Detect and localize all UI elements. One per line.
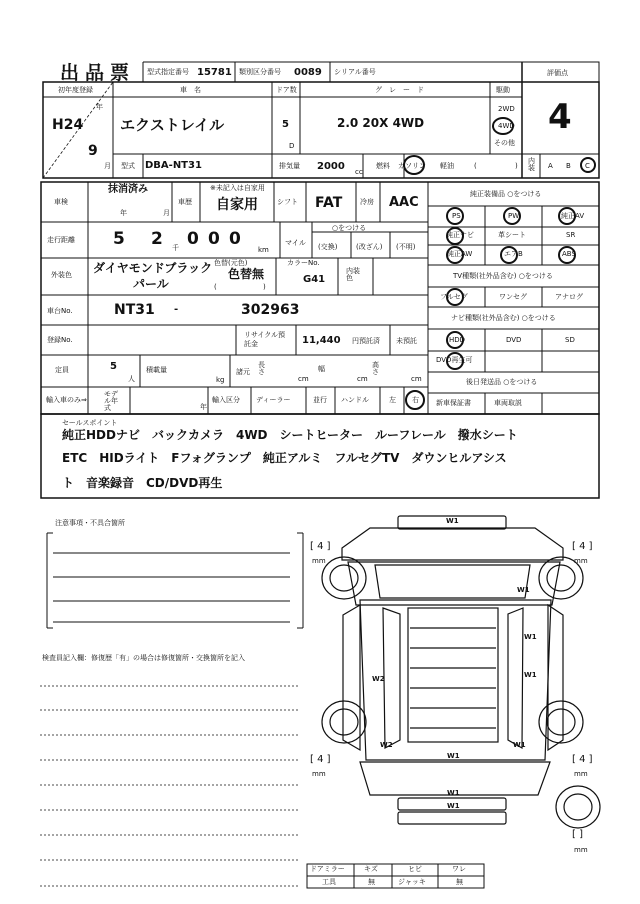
shaken-status: 抹消済み <box>108 184 148 195</box>
form-title: 出品票 <box>60 62 136 84</box>
interior-a: A <box>548 162 553 170</box>
interior-b: B <box>566 162 571 170</box>
parts-header: ヒビ <box>408 865 422 873</box>
grade: 2.0 20X 4WD <box>337 116 425 130</box>
sales-line-2: ETC HIDライト Fフォグランプ 純正アルミ フルセグTV ダウンヒルアシス <box>62 451 507 465</box>
serial-label: シリアル番号 <box>334 68 376 76</box>
navi-hdd: HDD <box>449 336 466 344</box>
color-line-2: パール <box>133 277 169 291</box>
equip-ps-circle <box>446 207 464 225</box>
height-cm: cm <box>411 375 422 383</box>
model-code: DBA-NT31 <box>145 160 202 171</box>
capacity: 5 <box>110 361 117 372</box>
maru-label: ○をつける <box>332 224 367 232</box>
mileage-digit: 0 <box>208 229 220 249</box>
parts-header: ワレ <box>452 865 466 873</box>
car-name-label: 車 名 <box>180 86 201 94</box>
color-line-1: ダイヤモンドブラック <box>93 261 213 275</box>
cc-label: 排気量 <box>279 162 300 170</box>
color-no: G41 <box>303 274 326 285</box>
person-unit: 人 <box>128 375 135 383</box>
capacity-label: 定員 <box>55 366 69 374</box>
later-warranty: 新車保証書 <box>436 399 471 407</box>
damage-mark: W1 <box>446 517 459 525</box>
equip-av-circle <box>558 207 576 225</box>
damage-mark: W1 <box>524 671 537 679</box>
chassis-prefix: NT31 <box>114 302 155 318</box>
dvd-playback: DVD再生可 <box>436 356 473 364</box>
equip-airbag-circle <box>500 246 518 264</box>
sales-label: セールスポイント <box>62 419 118 427</box>
notes-label: 注意事項・不具合箇所 <box>55 519 125 527</box>
fuel-diesel: 軽油 <box>440 162 454 170</box>
chassis-label: 車台No. <box>47 307 73 315</box>
fuel-label: 燃料 <box>376 162 390 170</box>
jack-label: ジャッキ <box>398 878 426 886</box>
shift-label: シフト <box>277 198 298 206</box>
tread-front-right: [ 4 ] <box>572 541 593 552</box>
damage-mark: W1 <box>524 633 537 641</box>
equip-av: 純正AV <box>561 212 585 220</box>
tread-front-left: [ 4 ] <box>310 541 331 552</box>
import-label: 輸入車のみ⇒ <box>46 396 87 404</box>
damage-mark: W1 <box>513 741 526 749</box>
navi-hdd-circle <box>446 331 464 349</box>
drive-4wd: 4WD <box>498 122 515 130</box>
chassis-number: 302963 <box>241 302 300 318</box>
mm-unit: mm <box>574 770 588 778</box>
cc-unit: cc <box>355 168 363 176</box>
history-note: ※未記入は自家用 <box>210 184 265 192</box>
recycle-unpaid: 未預託 <box>396 337 417 345</box>
tv-fullseg: フルセグ <box>440 293 468 301</box>
ac-value: AAC <box>389 195 419 210</box>
damage-mark: W2 <box>372 675 385 683</box>
damage-mark: W1 <box>447 802 460 810</box>
interior-c: C <box>585 162 590 170</box>
tread-rear-left: [ 4 ] <box>310 754 331 765</box>
handle-label: ハンドル <box>341 396 369 404</box>
equip-abs: ABS <box>562 250 576 258</box>
drive-4wd-circle <box>492 117 514 135</box>
dvd-playback-circle <box>446 352 464 370</box>
handle-right: 右 <box>412 396 419 404</box>
mm-unit: mm <box>574 846 588 854</box>
year-char: 年 <box>96 103 103 111</box>
door-count: 5 <box>282 119 289 130</box>
model-year-char: 年 <box>200 403 207 411</box>
drive-other: その他 <box>494 139 515 147</box>
first-reg-month: 9 <box>88 143 98 159</box>
import-type-label: 輸入区分 <box>212 396 240 404</box>
import-dealer: ディーラー <box>256 396 291 404</box>
fuel-paren-open: ( <box>474 162 477 170</box>
car-name: エクストレイル <box>120 116 225 134</box>
damage-mark: W1 <box>517 586 530 594</box>
inspector-label: 検査員記入欄：修復歴「有」の場合は修復箇所・交換箇所を記入 <box>42 654 245 662</box>
recycle-fee: 11,440 <box>302 335 341 346</box>
color-change-label: 色替(元色) <box>214 259 248 267</box>
first-reg-label: 初年度登録 <box>58 86 93 94</box>
length-label: 長さ <box>258 361 265 376</box>
door-sub: D <box>289 142 295 150</box>
navi-title: ナビ種類(社外品含む) ○をつける <box>451 314 556 322</box>
drive-label: 駆動 <box>496 86 510 94</box>
tv-title: TV種類(社外品含む) ○をつける <box>453 272 553 280</box>
tools-value: 無 <box>368 878 375 886</box>
sales-line-3: ト 音楽録音 CD/DVD再生 <box>62 476 223 490</box>
tv-analog: アナログ <box>555 293 583 301</box>
color-label: 外装色 <box>51 271 72 279</box>
load-label: 積載量 <box>146 366 167 374</box>
unknown-opt: (不明) <box>396 243 416 251</box>
chassis-dash: - <box>174 304 179 315</box>
color-paren-close: ) <box>263 283 266 291</box>
model-year-label: モデル年式 <box>104 390 118 412</box>
km-unit: km <box>258 246 269 254</box>
width-cm: cm <box>357 375 368 383</box>
shaken-year-char: 年 <box>120 209 127 217</box>
score-label: 評価点 <box>547 69 568 77</box>
equip-navi: 純正ナビ <box>446 231 474 239</box>
equip-pw: PW <box>508 212 520 220</box>
equip-navi-circle <box>446 227 464 245</box>
interior-color-label: 内装色 <box>346 267 360 282</box>
tread-rear-right: [ 4 ] <box>572 754 593 765</box>
fuel-gasoline-circle <box>403 155 425 175</box>
tread-spare: [ ] <box>572 829 583 840</box>
equip-pw-circle <box>503 207 521 225</box>
month-char: 月 <box>104 162 111 170</box>
altered-opt: (改ざん) <box>356 243 383 251</box>
reg-no-label: 登録No. <box>47 336 73 344</box>
fuel-paren-close: ) <box>515 162 518 170</box>
ac-label: 冷房 <box>360 198 374 206</box>
parts-header: キズ <box>364 865 378 873</box>
height-label: 高さ <box>372 361 379 376</box>
length-cm: cm <box>298 375 309 383</box>
first-reg-year: H24 <box>52 117 84 133</box>
mileage-digit: 2 <box>151 229 163 249</box>
dims-label: 諸元 <box>236 368 250 376</box>
interior-c-circle <box>580 157 596 173</box>
model-label: 型式 <box>121 162 135 170</box>
shaken-label: 車検 <box>54 198 68 206</box>
evaluation-score: 4 <box>548 97 572 137</box>
tools-label: 工具 <box>322 878 336 886</box>
mm-unit: mm <box>312 770 326 778</box>
mileage-digit: 5 <box>113 229 125 249</box>
interior-label: 内装 <box>528 157 535 172</box>
equip-aw: 純正AW <box>447 250 473 258</box>
history-value: 自家用 <box>216 197 258 213</box>
parts-header: ドアミラー <box>310 865 345 873</box>
width-label: 幅 <box>318 365 325 373</box>
history-label: 車歴 <box>178 198 192 206</box>
equip-airbag: エアB <box>504 250 523 258</box>
mm-unit: mm <box>312 557 326 565</box>
equip-abs-circle <box>558 246 576 264</box>
import-parallel: 並行 <box>313 396 327 404</box>
equip-ps: PS <box>452 212 461 220</box>
tv-oneseg: ワンセグ <box>499 293 527 301</box>
door-label: ドア数 <box>276 86 297 94</box>
grade-label: グ レ ー ド <box>375 86 424 94</box>
color-paren-open: ( <box>214 283 217 291</box>
mileage-digit: 0 <box>229 229 241 249</box>
handle-right-circle <box>405 390 425 410</box>
later-manual: 車両取説 <box>494 399 522 407</box>
equip-aw-circle <box>446 246 464 264</box>
color-change: 色替無 <box>228 267 265 281</box>
recycle-label: リサイクル預託金 <box>244 331 286 348</box>
navi-sd: SD <box>565 336 575 344</box>
katashiki-number: 15781 <box>197 67 232 78</box>
shift-value: FAT <box>315 195 343 211</box>
equip-sr: SR <box>566 231 576 239</box>
equipment-title: 純正装備品 ○をつける <box>470 190 542 198</box>
navi-dvd: DVD <box>506 336 522 344</box>
mile-label: マイル <box>285 239 306 247</box>
ruibetsu-label: 類別区分番号 <box>239 68 281 76</box>
fuel-gasoline: ガソリン <box>398 162 426 170</box>
damage-mark: W2 <box>380 741 393 749</box>
mileage-label: 走行距離 <box>47 236 75 244</box>
shaken-month-char: 月 <box>163 209 170 217</box>
drive-2wd: 2WD <box>498 105 515 113</box>
kg-unit: kg <box>216 376 225 384</box>
damage-mark: W1 <box>447 789 460 797</box>
jack-value: 無 <box>456 878 463 886</box>
mm-unit: mm <box>574 557 588 565</box>
displacement: 2000 <box>317 161 345 172</box>
sales-line-1: 純正HDDナビ バックカメラ 4WD シートヒーター ルーフレール 撥水シート <box>62 428 518 442</box>
later-title: 後日発送品 ○をつける <box>466 378 538 386</box>
katashiki-label: 型式指定番号 <box>147 68 189 76</box>
sen-char: 千 <box>172 244 179 252</box>
equip-leather: 革シート <box>498 231 526 239</box>
tv-fullseg-circle <box>446 288 464 306</box>
color-no-label: カラーNo. <box>287 259 320 267</box>
mileage-digit: 0 <box>187 229 199 249</box>
damage-mark: W1 <box>447 752 460 760</box>
exchange-opt: (交換) <box>318 243 338 251</box>
ruibetsu-number: 0089 <box>294 67 322 78</box>
handle-left: 左 <box>389 396 396 404</box>
recycle-paid: 円預託済 <box>352 337 380 345</box>
